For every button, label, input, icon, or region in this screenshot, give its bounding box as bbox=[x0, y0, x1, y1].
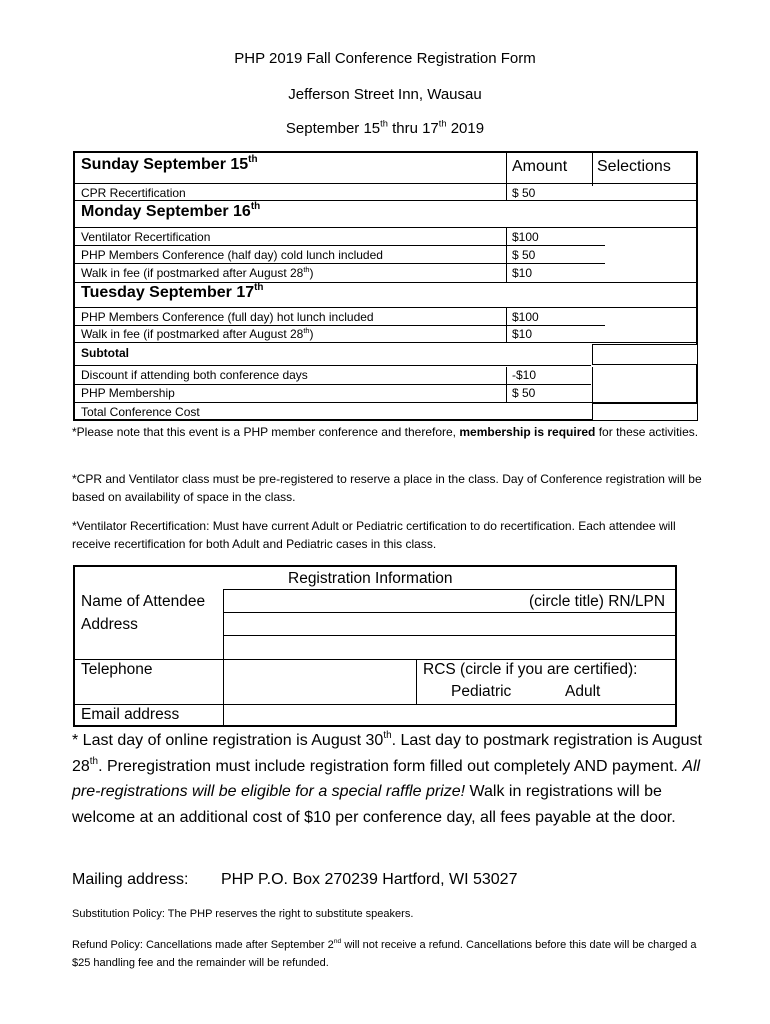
vent-cert-note: *Ventilator Recertification: Must have current Adult or Pediatric certification to do recertification. Each attendee will receive recertification for both Adult and Pediatric cases in this class. bbox=[72, 519, 676, 551]
monday-walkin-label: Walk in fee (if postmarked after August 28th) bbox=[81, 264, 314, 280]
sunday-heading: Sunday September 15th bbox=[81, 154, 258, 173]
monday-conference-label: PHP Members Conference (half day) cold lunch included bbox=[81, 248, 383, 262]
refund-policy: Refund Policy: Cancellations made after September 2nd will not receive a refund. Cancellations before this date will be charged a $25 handling fee and the remainder will be refunded. bbox=[72, 938, 697, 969]
conference-dates: September 15th thru 17th 2019 bbox=[285, 118, 485, 137]
title-hint: (circle title) RN/LPN bbox=[529, 593, 666, 610]
subtotal-label: Subtotal bbox=[81, 346, 129, 360]
tuesday-walkin-amount: $10 bbox=[512, 327, 533, 341]
venue: Jefferson Street Inn, Wausau bbox=[288, 86, 482, 103]
rcs-label: RCS (circle if you are certified): bbox=[423, 661, 638, 678]
amount-column-header: Amount bbox=[512, 158, 568, 175]
tuesday-conference-amount: $100 bbox=[512, 310, 539, 324]
deadline-paragraph: * Last day of online registration is August 30th. Last day to postmark registration is August 28th. Preregistration must include registration form filled out completely AND payment. All pre-registrations will be eligible for a special raffle prize! Walk in registrations will be welcome at an additional cost of $10 per conference day, all fees payable at the door. bbox=[72, 730, 702, 826]
tuesday-heading: Tuesday September 17th bbox=[81, 282, 264, 301]
discount-amount: -$10 bbox=[512, 368, 537, 382]
address-field[interactable] bbox=[225, 614, 673, 658]
membership-amount: $ 50 bbox=[512, 386, 536, 400]
total-cost-box[interactable] bbox=[592, 403, 698, 421]
preregister-note: *CPR and Ventilator class must be pre-registered to reserve a place in the class. Day of Conference registration will be based on availability of space in the class. bbox=[72, 472, 702, 504]
discount-label: Discount if attending both conference days bbox=[81, 368, 308, 382]
address-label: Address bbox=[81, 616, 138, 633]
attendee-name-label: Name of Attendee bbox=[81, 593, 206, 610]
rcs-pediatric-option[interactable]: Pediatric bbox=[451, 683, 512, 700]
tuesday-conference-label: PHP Members Conference (full day) hot lunch included bbox=[81, 310, 374, 324]
telephone-label: Telephone bbox=[81, 661, 153, 678]
substitution-policy: Substitution Policy: The PHP reserves the right to substitute speakers. bbox=[72, 908, 414, 920]
vent-recert-amount: $100 bbox=[512, 230, 539, 244]
email-field[interactable] bbox=[225, 706, 673, 725]
subtotal-box[interactable] bbox=[592, 344, 698, 365]
email-label: Email address bbox=[81, 706, 180, 723]
cpr-recert-label: CPR Recertification bbox=[81, 186, 186, 200]
monday-conference-amount: $ 50 bbox=[512, 248, 536, 262]
tuesday-walkin-label: Walk in fee (if postmarked after August 28th) bbox=[81, 325, 314, 341]
cpr-recert-amount: $ 50 bbox=[512, 186, 536, 200]
membership-label: PHP Membership bbox=[81, 386, 175, 400]
mailing-label: Mailing address: bbox=[72, 871, 189, 888]
monday-heading: Monday September 16th bbox=[81, 201, 261, 220]
rcs-adult-option[interactable]: Adult bbox=[565, 683, 601, 700]
attendee-name-field[interactable] bbox=[225, 591, 523, 611]
total-cost-label: Total Conference Cost bbox=[81, 405, 200, 419]
form-title: PHP 2019 Fall Conference Registration Form bbox=[234, 50, 536, 67]
monday-walkin-amount: $10 bbox=[512, 266, 533, 280]
vent-recert-label: Ventilator Recertification bbox=[81, 230, 211, 244]
selections-column-header: Selections bbox=[597, 158, 671, 175]
fee-table bbox=[73, 151, 698, 421]
registration-heading: Registration Information bbox=[288, 570, 453, 587]
telephone-field[interactable] bbox=[225, 661, 414, 703]
membership-note: *Please note that this event is a PHP member conference and therefore, membership is required for these activities. bbox=[72, 425, 699, 439]
mailing-address: PHP P.O. Box 270239 Hartford, WI 53027 bbox=[221, 871, 518, 888]
registration-table bbox=[73, 565, 677, 727]
